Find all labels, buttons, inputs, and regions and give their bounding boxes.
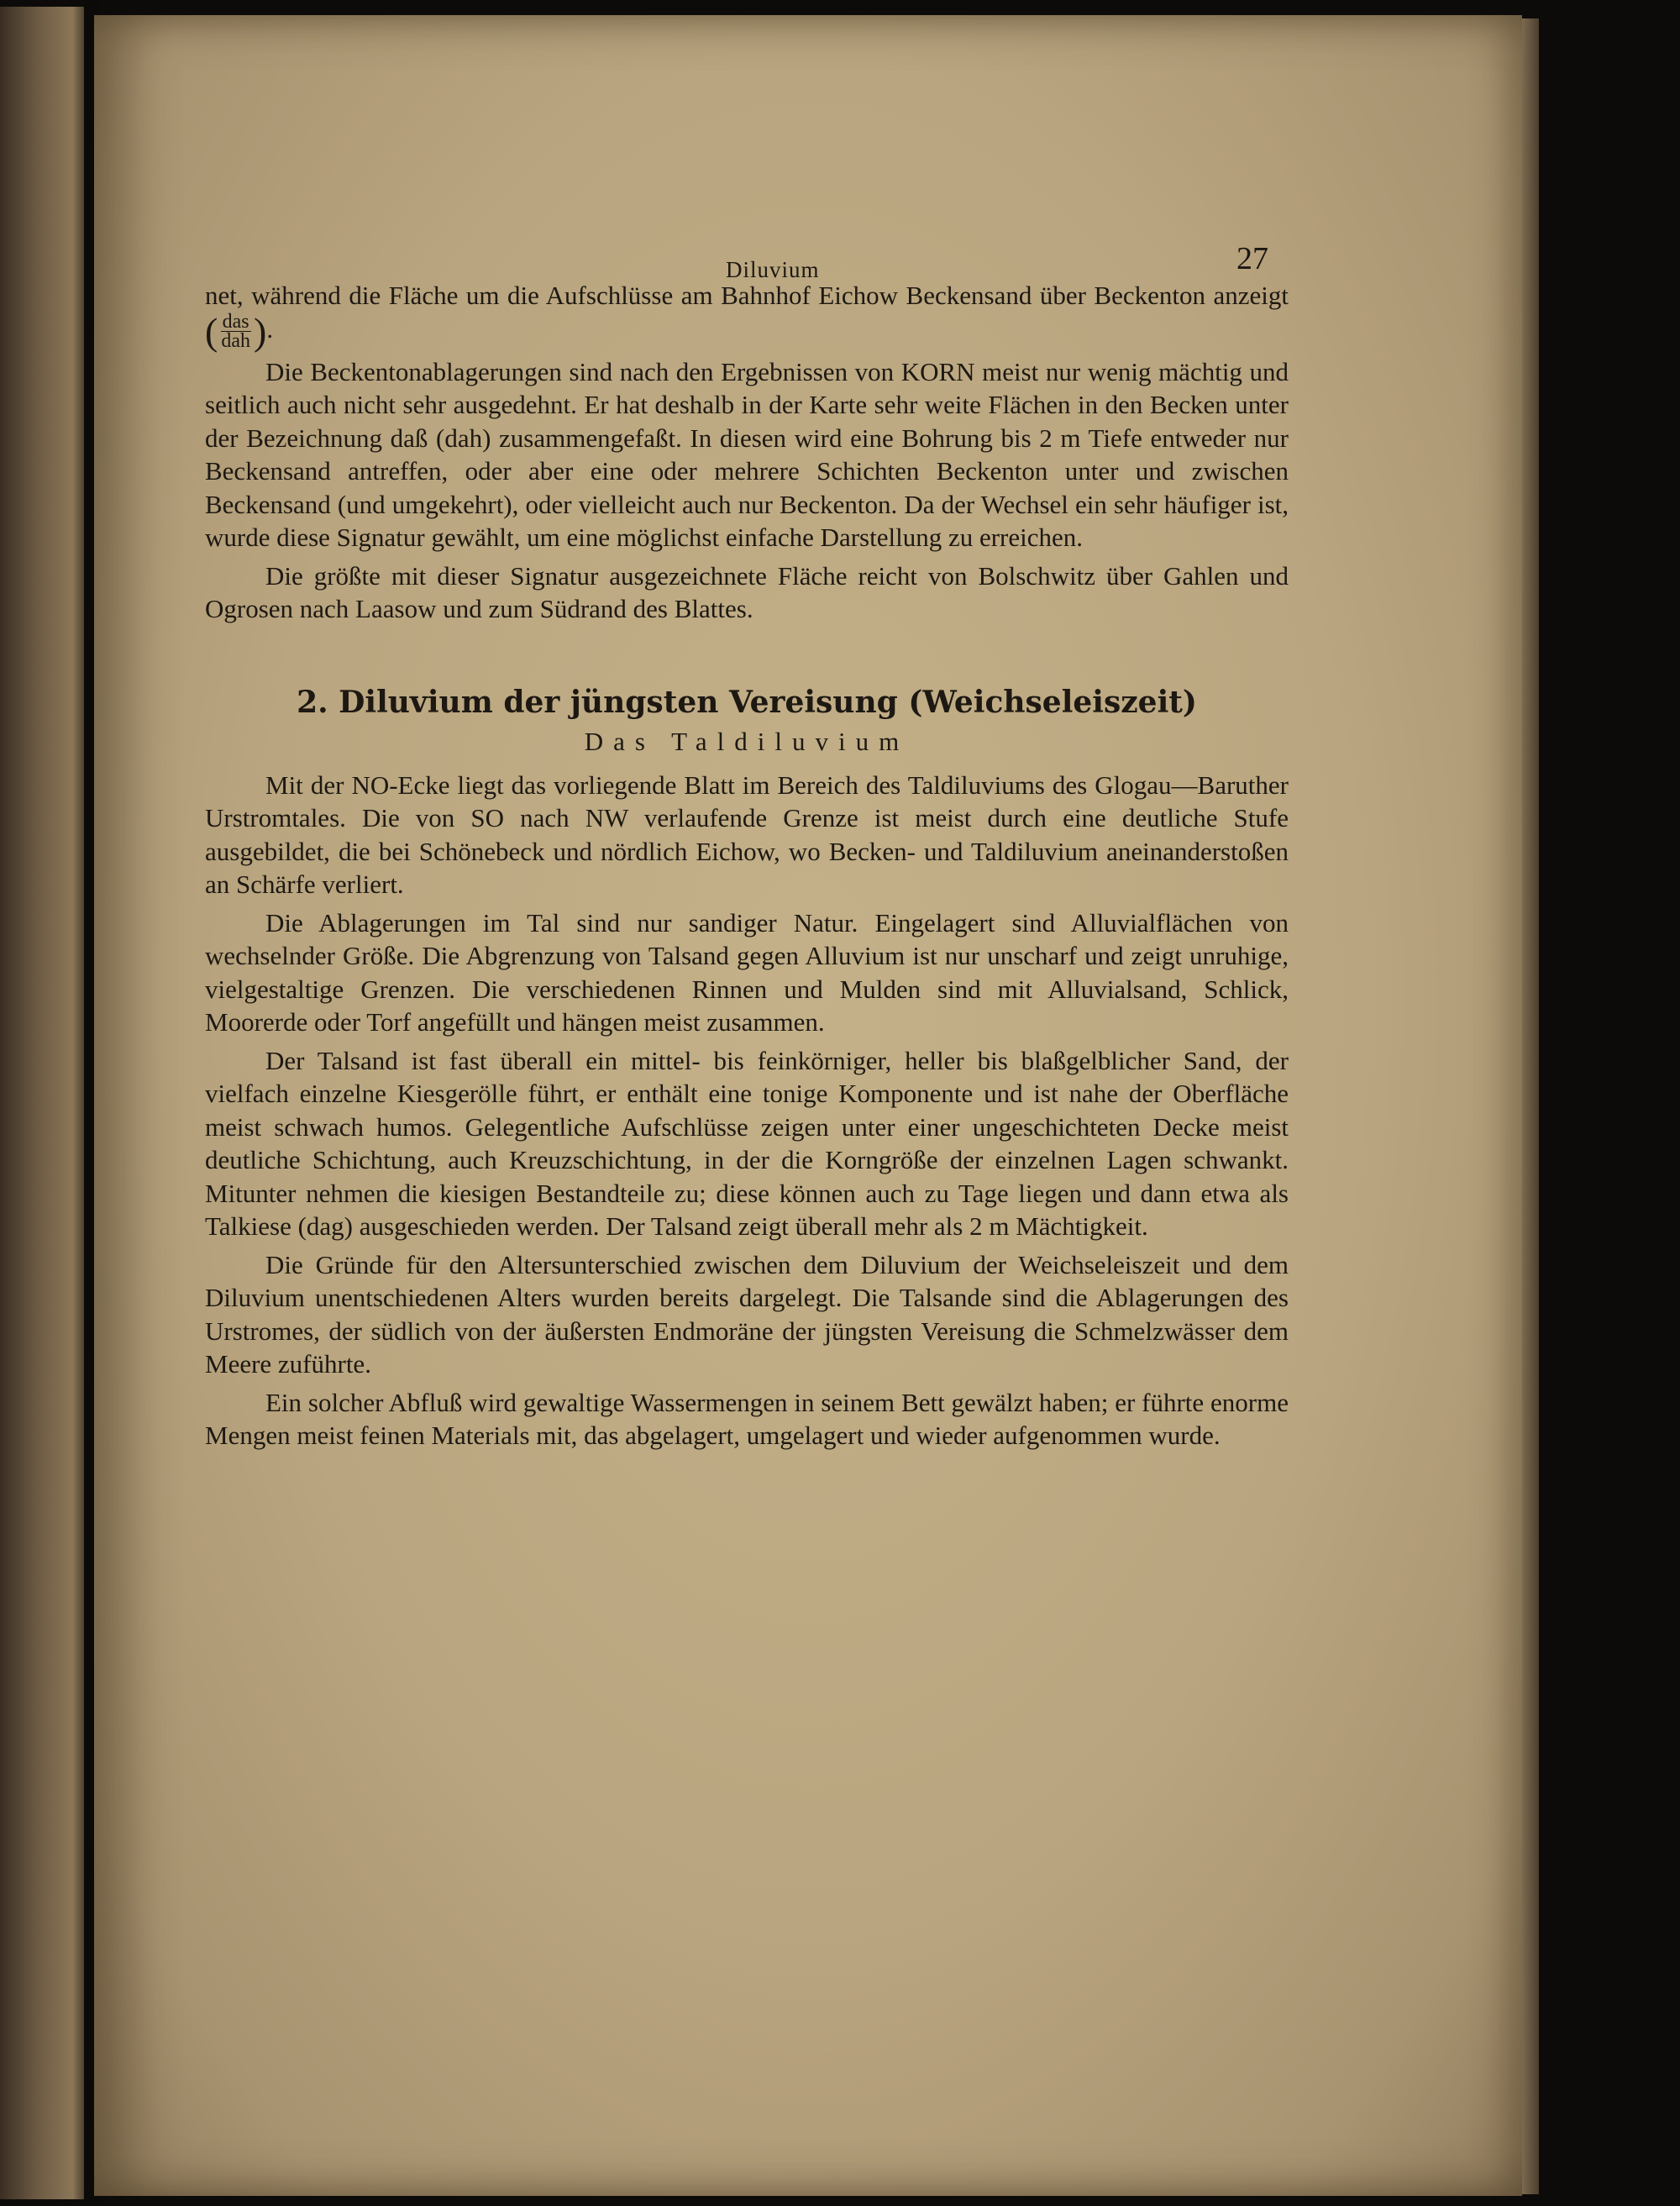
paragraph: Die Beckentonablagerungen sind nach den Ergebnissen von KORN meist nur wenig mächtig und seitlich auch nicht sehr ausgedehnt. Er hat deshalb in der Karte sehr weite Flächen in den Becken unter der Bezeichnung daß (dah) zusammengefaßt. In diesen wird eine Bohrung bis 2 m Tiefe entweder nur Beckensand antreffen, oder aber eine oder mehrere Schichten Beckenton unter und zwischen Beckensand (und umgekehrt), oder vielleicht auch nur Beckenton. Da der Wechsel ein sehr häufiger ist, wurde diese Signatur gewählt, um eine möglichst einfache Darstellung zu erreichen. — [205, 356, 1289, 553]
paragraph: Der Talsand ist fast überall ein mittel- bis feinkörniger, heller bis blaßgelblicher Sand, der vielfach einzelne Kiesgerölle führt, er enthält eine tonige Komponente und ist nahe der Oberfläche meist schwach humos. Gelegentliche Aufschlüsse zeigen unter einer ungeschichteten Decke meist deutliche Schichtung, auch Kreuzschichtung, in der die Korngröße der einzelnen Lagen schwankt. Mitunter nehmen die kiesigen Bestandteile zu; diese können auch zu Tage liegen und dann etwa als Talkiese (dag) ausgeschieden werden. Der Talsand zeigt überall mehr als 2 m Mächtigkeit. — [205, 1045, 1289, 1242]
left-paren: ( — [205, 309, 218, 353]
running-header — [205, 228, 1289, 282]
left-page-edge — [0, 7, 91, 2199]
intro-text: net, während die Fläche um die Aufschlüsse am Bahnhof Eichow Beckensand über Beckenton anzeigt — [205, 281, 1289, 310]
paragraph: Ein solcher Abfluß wird gewaltige Wassermengen in seinem Bett gewälzt haben; er führte enorme Mengen meist feinen Materials mit, das abgelagert, umgelagert und wieder aufgenommen wurde. — [205, 1387, 1289, 1451]
intro-end: . — [266, 313, 274, 344]
paragraph: Die größte mit dieser Signatur ausgezeichnete Fläche reicht von Bolschwitz über Gahlen und Ogrosen nach Laasow und zum Südrand des Blattes. — [205, 560, 1289, 624]
fraction-denominator: dah — [221, 329, 250, 352]
page-edge — [1522, 18, 1539, 2194]
paragraph: Die Ablagerungen im Tal sind nur sandiger Natur. Eingelagert sind Alluvialflächen von wechselnder Größe. Die Abgrenzung von Talsand gegen Alluvium ist nur unscharf und zeigt unruhige, vielgestaltige Grenzen. Die verschiedenen Rinnen und Mulden sind mit Alluvialsand, Schlick, Moorerde oder Torf angefüllt und hängen meist zusammen. — [205, 907, 1289, 1037]
running-title: Diluvium — [726, 257, 820, 282]
paragraph: Die Gründe für den Altersunterschied zwischen dem Diluvium der Weichseleiszeit und dem Diluvium unentschiedenen Alters wurden bereits dargelegt. Die Talsande sind die Ablagerungen des Urstromes, der südlich von der äußersten Endmoräne der jüngsten Vereisung die Schmelzwässer dem Meere zuführte. — [205, 1249, 1289, 1379]
intro-paragraph — [205, 279, 1289, 353]
paragraph: Mit der NO-Ecke liegt das vorliegende Blatt im Bereich des Taldiluviums des Glogau—Baruther Urstromtales. Die von SO nach NW verlaufende Grenze ist meist durch eine deutliche Stufe ausgebildet, die bei Schönebeck und nördlich Eichow, wo Becken- und Taldiluvium aneinanderstoßen an Schärfe verliert. — [205, 769, 1289, 900]
right-paren: ) — [253, 309, 267, 353]
page-text — [205, 228, 1289, 1458]
fraction-numerator: das — [222, 310, 249, 333]
section-subheading: Das Taldiluvium — [584, 726, 910, 756]
page-number: 27 — [1236, 241, 1268, 276]
section-heading: 2. Diluvium der jüngsten Vereisung (Weichseleiszeit) — [297, 684, 1197, 720]
fraction — [219, 310, 252, 352]
